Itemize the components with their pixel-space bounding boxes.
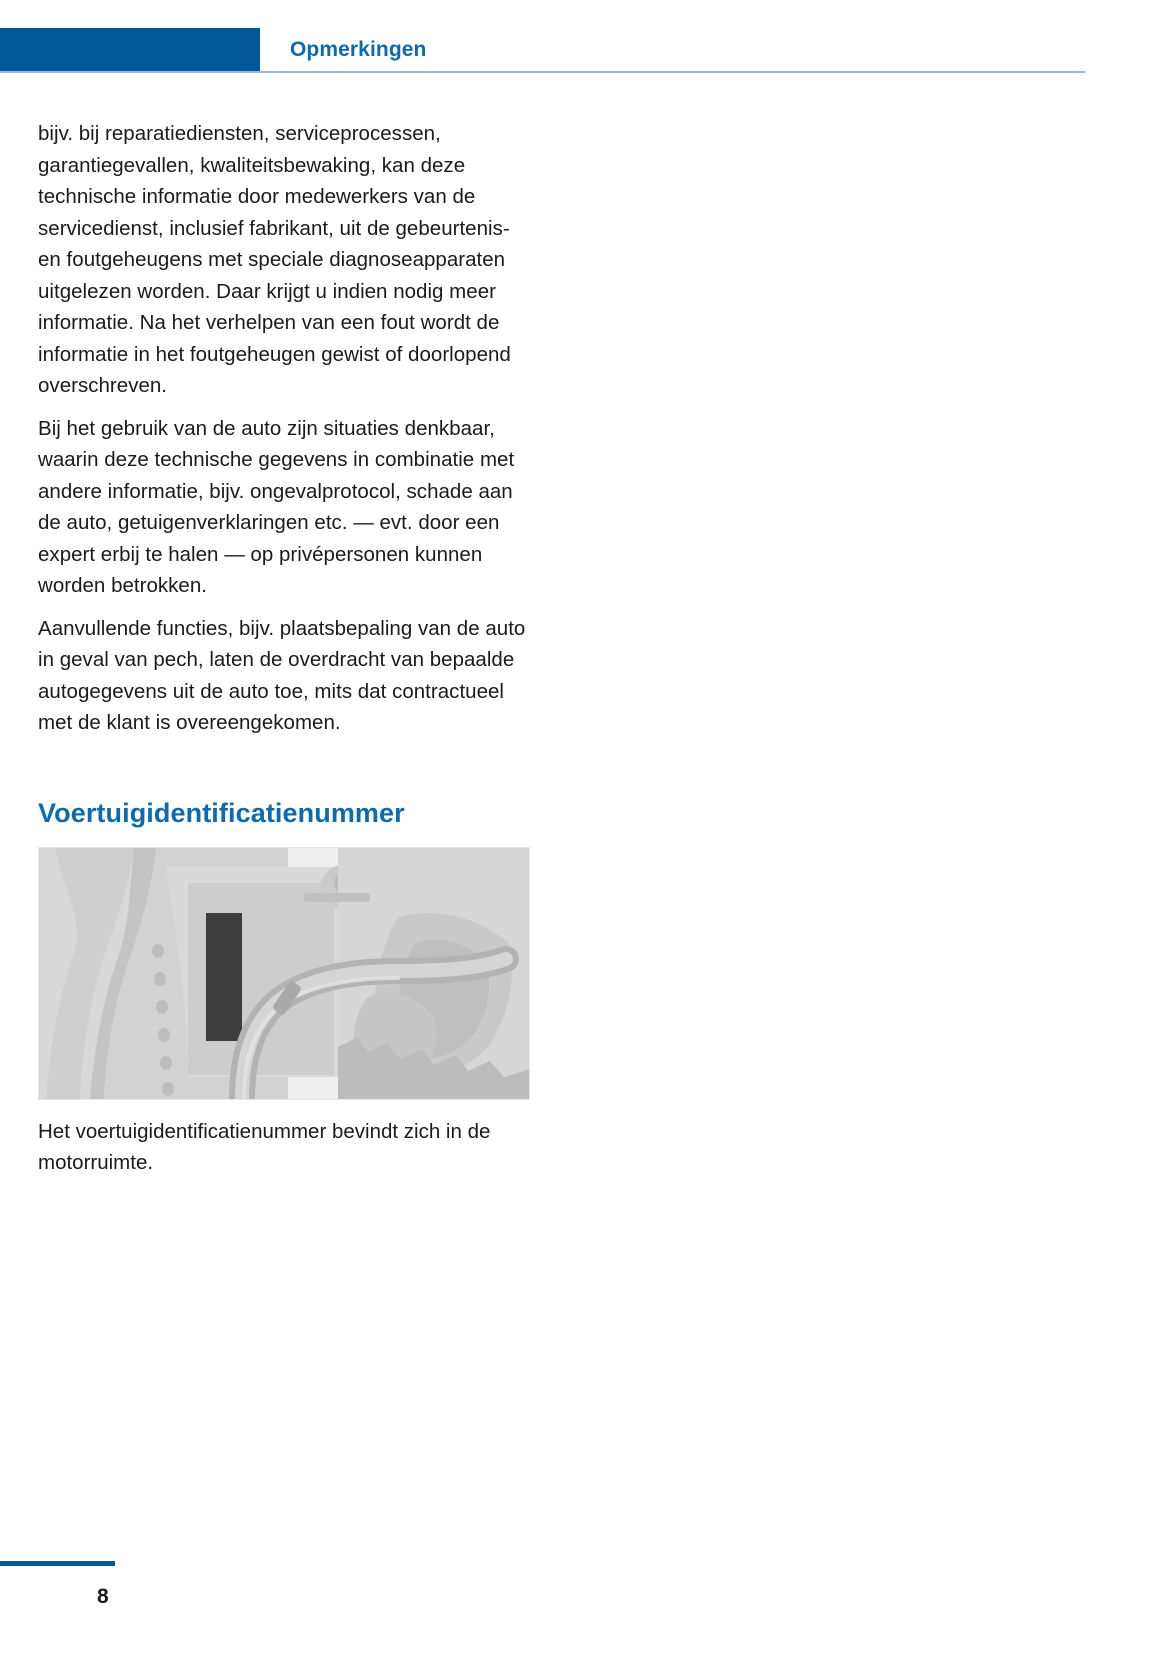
page-footer [0, 1543, 1165, 1653]
header-title: Opmerkingen [290, 38, 427, 61]
page-number: 8 [97, 1585, 109, 1608]
page-content [38, 118, 538, 1179]
vin-plate-marker [206, 913, 242, 1041]
body-paragraph-1: bijv. bij reparatiediensten, serviceprocessen, garantiegevallen, kwaliteitsbewaking, kan deze technische informatie door medewerkers van de servicedienst, inclusief fabrikant, uit de gebeurtenis- en foutgeheugens met speciale diagnoseapparaten uitgelezen worden. Daar krijgt u indien nodig meer informatie. Na het verhelpen van een fout wordt de informatie in het foutgeheugen gewist of doorlopend overschreven. [38, 122, 511, 397]
header-divider [0, 71, 1085, 73]
engine-bay-illustration [38, 847, 530, 1100]
body-paragraph-3: Aanvullende functies, bijv. plaatsbepaling van de auto in geval van pech, laten de overdracht van bepaalde autogegevens uit de auto toe, mits dat contractueel met de klant is overeengekomen. [38, 616, 526, 734]
footer-accent-bar [0, 1561, 115, 1566]
page-header [0, 0, 1165, 76]
section-title-vin: Voertuigidentificatienummer [38, 797, 405, 828]
vin-location-figure [38, 847, 530, 1100]
body-paragraph-2: Bij het gebruik van de auto zijn situaties denkbaar, waarin deze technische gegevens in combinatie met andere informatie, bijv. ongevalprotocol, schade aan de auto, getuigenverklaringen etc. — evt. door een expert erbij te halen — op privépersonen kunnen worden betrokken. [38, 416, 515, 597]
header-accent-bar [0, 28, 260, 71]
figure-caption: Het voertuigidentificatienummer bevindt zich in de motorruimte. [38, 1119, 491, 1174]
